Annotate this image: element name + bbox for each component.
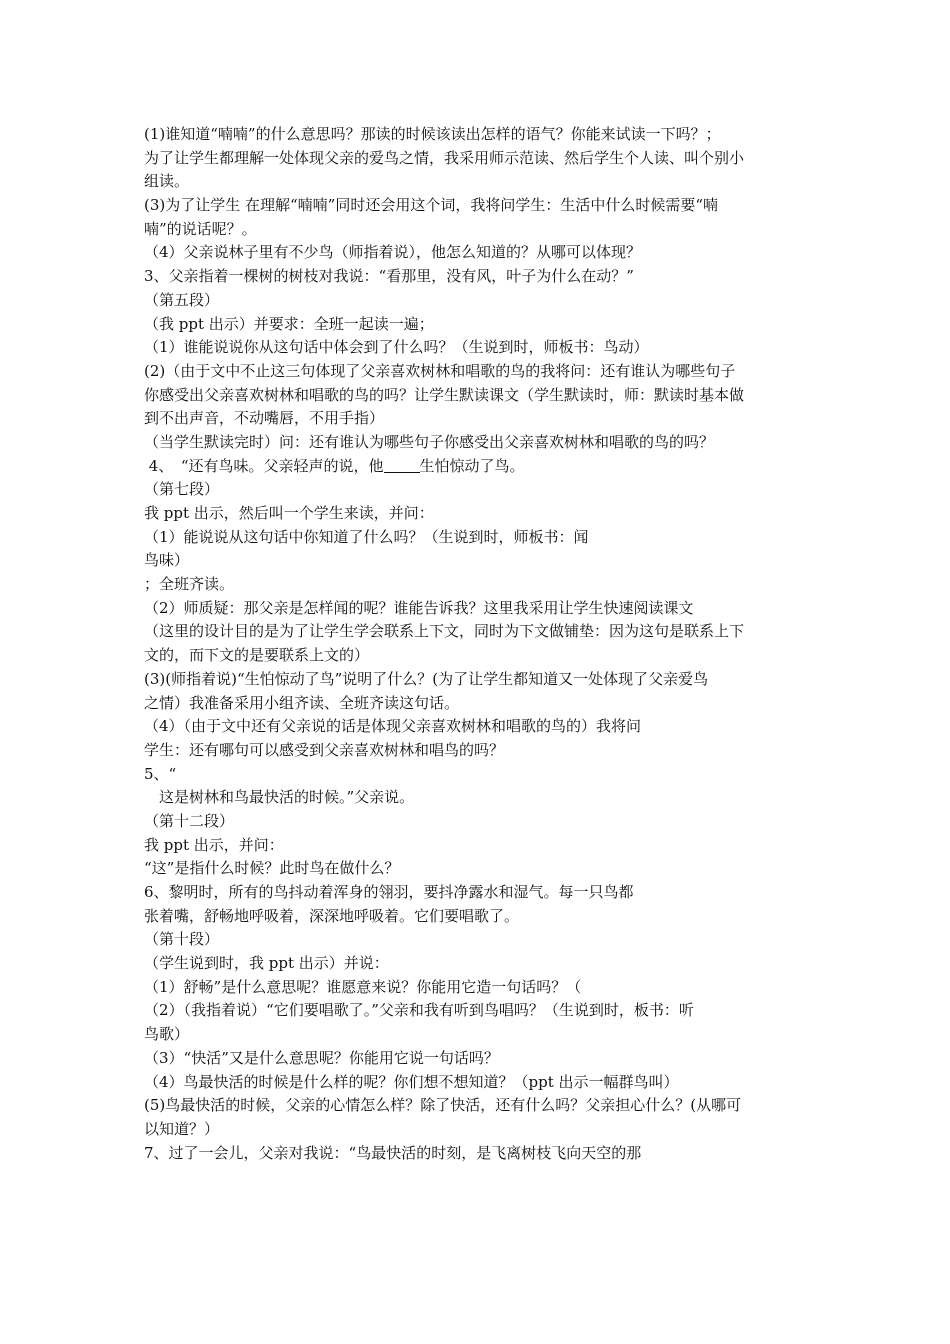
text-line: （1）能说说从这句话中你知道了什么吗？（生说到时，师板书：闻 xyxy=(144,527,589,546)
text-line: （第五段） xyxy=(144,290,220,309)
text-line: (1)谁知道“喃喃”的什么意思吗？那读的时候该读出怎样的语气？你能来试读一下吗？； xyxy=(144,125,721,143)
fill-in-blank xyxy=(384,472,420,473)
text-line: （4）（由于文中还有父亲说的话是体现父亲喜欢树林和唱歌的鸟的）我将问 xyxy=(144,717,642,736)
text-line: 为了让学生都理解一处体现父亲的爱鸟之情，我采用师示范读、然后学生个人读、叫个别小 xyxy=(144,148,745,167)
text-line: (2)（由于文中不止这三句体现了父亲喜欢树林和唱歌的鸟的我将问：还有谁认为哪些句子 xyxy=(144,361,736,380)
text-segment: 4、 “还有鸟味。父亲轻声的说，他 xyxy=(148,456,384,475)
text-line: （1）舒畅”是什么意思呢？谁愿意来说？你能用它造一句话吗？（ xyxy=(144,977,582,996)
text-line: （1）谁能说说你从这句话中体会到了什么吗？（生说到时，师板书：鸟动） xyxy=(144,338,649,357)
text-line: 到不出声音，不动嘴唇，不用手指） xyxy=(144,409,385,428)
text-line: （当学生默读完时）问：还有谁认为哪些句子你感受出父亲喜欢树林和唱歌的鸟的吗？ xyxy=(144,432,715,451)
text-line: 以知道？） xyxy=(144,1119,220,1138)
text-line: 7、过了一会儿，父亲对我说：“鸟最快活的时刻，是飞离树枝飞向天空的那 xyxy=(144,1143,642,1162)
text-line: （第十段） xyxy=(144,930,220,949)
text-line: 6、黎明时，所有的鸟抖动着浑身的翎羽，要抖净露水和湿气。每一只鸟都 xyxy=(144,883,634,901)
text-line: 之情）我准备采用小组齐读、全班齐读这句话。 xyxy=(144,693,460,712)
text-line: 组读。 xyxy=(144,172,190,191)
text-line: 3、父亲指着一棵树的树枝对我说：“看那里，没有风，叶子为什么在动？” xyxy=(144,267,634,286)
text-line: （第七段） xyxy=(144,480,220,499)
text-line: 学生：还有哪句可以感受到父亲喜欢树林和唱鸟的吗？ xyxy=(144,740,505,759)
text-line: 你感受出父亲喜欢树林和唱歌的鸟的吗？让学生默读课文（学生默读时，师：默读时基本做 xyxy=(144,385,745,404)
document-body xyxy=(144,123,812,1165)
text-line: 5、“ xyxy=(144,764,177,783)
text-line-with-blank xyxy=(144,455,812,479)
text-line: ；全班齐读。 xyxy=(144,575,235,594)
text-line: 我 ppt 出示，然后叫一个学生来读，并问： xyxy=(144,504,434,522)
text-line: 我 ppt 出示，并问： xyxy=(144,835,284,854)
text-line: “这”是指什么时候？此时鸟在做什么？ xyxy=(144,859,400,878)
text-line: （3）“快活”又是什么意思呢？你能用它说一句话吗？ xyxy=(144,1048,499,1067)
text-line: （2）师质疑：那父亲是怎样闻的呢？谁能告诉我？这里我采用让学生快速阅读课文 xyxy=(144,598,694,617)
text-line: (3)为了让学生 在理解“喃喃”同时还会用这个词，我将问学生：生活中什么时候需要“喃 xyxy=(144,196,719,215)
text-line: （学生说到时，我 ppt 出示）并说： xyxy=(144,954,389,973)
text-line: 文的，而下文的是要联系上文的） xyxy=(144,646,370,665)
text-line: （我 ppt 出示）并要求：全班一起读一遍； xyxy=(144,314,434,333)
text-line: （4）父亲说林子里有不少鸟（师指着说），他怎么知道的？从哪可以体现？ xyxy=(144,243,642,262)
text-segment: 生怕惊动了鸟。 xyxy=(419,456,525,475)
text-line: 这是树林和鸟最快活的时候。”父亲说。 xyxy=(144,788,415,807)
text-line: (3)(师指着说)“生怕惊动了鸟”说明了什么？(为了让学生都知道又一处体现了父亲爱鸟 xyxy=(144,669,709,688)
text-line: 鸟歌） xyxy=(144,1025,190,1044)
text-line: （这里的设计目的是为了让学生学会联系上下文，同时为下文做铺垫：因为这句是联系上下 xyxy=(144,622,745,641)
text-line: 喃”的说话呢？。 xyxy=(144,219,257,238)
text-line: (5)鸟最快活的时候，父亲的心情怎么样？除了快活，还有什么吗？父亲担心什么？(从哪可 xyxy=(144,1096,742,1115)
text-line: 鸟味） xyxy=(144,551,190,570)
text-line: 张着嘴，舒畅地呼吸着，深深地呼吸着。它们要唱歌了。 xyxy=(144,906,520,925)
text-line: （2）（我指着说）“它们要唱歌了。”父亲和我有听到鸟唱吗？（生说到时，板书：听 xyxy=(144,1001,694,1020)
text-line: （4）鸟最快活的时候是什么样的呢？你们想不想知道？（ppt 出示一幅群鸟叫） xyxy=(144,1072,679,1091)
text-line: （第十二段） xyxy=(144,811,235,830)
